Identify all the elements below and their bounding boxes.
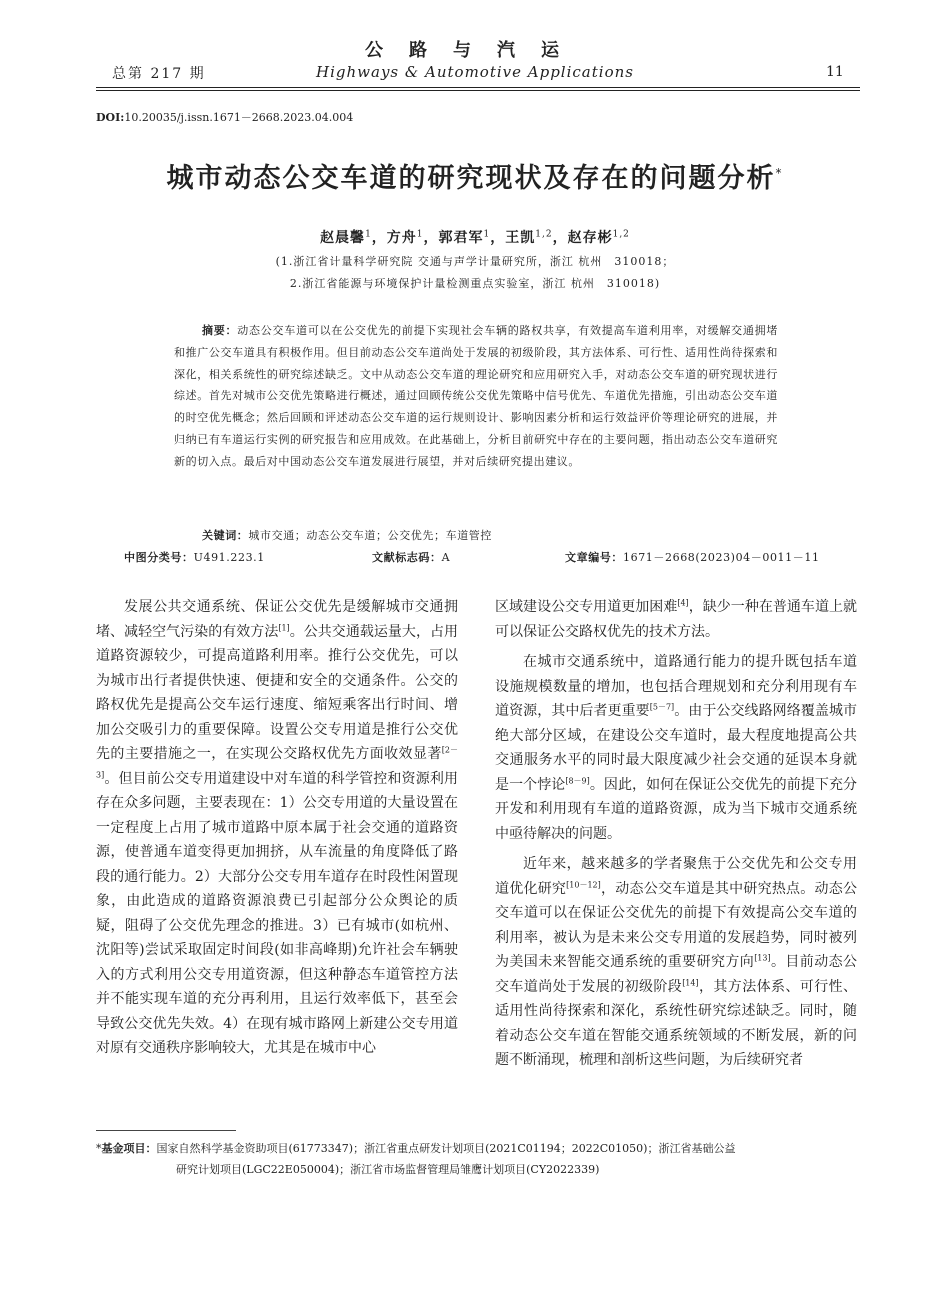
body-text: 。公共交通载运量大，占用道路资源较少，可提高道路利用率。推行公交优先，可以为城市出行者提供快速、便捷和安全的交通条件。公交的路权优先是提高公交车运行速度、缩短乘客出行时间、增加公交吸引力的重要保障。设置公交专用道是推行公交优先的主要措施之一，在实现公交路权优先方面收效显著 (96, 623, 459, 762)
body-text: 近年来，越来越多的学者聚焦于公交优先和公交专用道优化研究 (495, 856, 857, 897)
author-name: 赵存彬 (567, 230, 613, 246)
footnote-rule (96, 1130, 236, 1131)
funding-text: 国家自然科学基金资助项目(61773347)；浙江省重点研发计划项目(2021C01194；2022C01050)；浙江省基础公益 (156, 1142, 736, 1155)
document-code-value: A (441, 551, 451, 564)
author-list: 赵晨馨$^1$，方舟$^1$，郭君军$^1$，王凯$^{1,2}$，赵存彬$^{1,2}$ (320, 229, 630, 246)
abstract-text: 动态公交车道可以在公交优先的前提下实现社会车辆的路权共享，有效提高车道利用率，对缓解交通拥堵和推广公交车道具有积极作用。但目前动态公交车道尚处于发展的初级阶段，其方法体系、可行性、适用性尚待探索和深化，相关系统性的研究综述缺乏。文中从动态公交车道的理论研究和应用研究入手，对动态公交车道的研究现状进行综述。首先对城市公交优先策略进行概述，通过回顾传统公交优先策略中信号优先、车道优先措施，引出动态公交车道的时空优先概念；然后回顾和评述动态公交车道的运行规则设计、影响因素分析和运行效益评价等理论研究的进展，并归纳已有车道运行实例的研究报告和应用成效。在此基础上，分析目前研究中存在的主要问题，指出动态公交车道研究新的切入点。最后对中国动态公交车道发展进行展望，并对后续研究提出建议。 (174, 324, 778, 468)
journal-title-en: Highways & Automotive Applications (316, 63, 634, 81)
body-text: 。目前动态公交车道尚处于发展的初级阶段 (495, 954, 858, 995)
citation: [1] (278, 622, 290, 632)
citation: [8－9] (565, 775, 590, 785)
citation: [10－12] (566, 879, 601, 889)
body-text: 发展公共交通系统、保证公交优先是缓解城市交通拥堵、减轻空气污染的有效方法 (96, 599, 458, 640)
funding-text-continued: 研究计划项目(LGC22E050004)；浙江省市场监督管理局雏鹰计划项目(CY2022339) (176, 1163, 600, 1176)
funding-label: 基金项目： (101, 1142, 157, 1155)
body-paragraph (495, 650, 857, 846)
author-affiliation-mark: 1 (365, 229, 372, 240)
author-affiliation-mark: 1 (483, 229, 491, 240)
citation: [5－7] (649, 702, 675, 712)
body-paragraph (96, 595, 458, 1061)
keywords-label: 关键词： (202, 529, 249, 542)
clc-value: U491.223.1 (193, 551, 265, 564)
body-paragraph (495, 595, 857, 644)
author-name: 王凯 (505, 230, 536, 246)
author-name: 方舟 (386, 230, 417, 246)
journal-title-cn: 公路与汽运 (365, 40, 585, 61)
issue-number: 总第 217 期 (112, 66, 206, 82)
affiliation-1: (1.浙江省计量科学研究院 交通与声学计量研究所，浙江 杭州 310018； (275, 255, 675, 268)
citation: [2－3] (96, 745, 458, 779)
author-affiliation-mark: 1,2 (612, 229, 630, 240)
doi-label: DOI: (96, 111, 125, 124)
body-text: 在城市交通系统中，道路通行能力的提升既包括车道设施规模数量的增加，也包括合理规划和充分利用现有车道资源，其中后者更重要 (495, 654, 857, 719)
doi (96, 109, 353, 125)
body-paragraph (495, 852, 857, 1073)
footnote-mark: * (96, 1142, 102, 1155)
affiliation-2: 2.浙江省能源与环境保护计量检测重点实验室，浙江 杭州 310018) (289, 277, 661, 290)
body-text: 。但目前公交专用道建设中对车道的科学管控和资源利用存在众多问题，主要表现在：1）公交专用道的大量设置在一定程度上占用了城市道路中原本属于社会交通的道路资源，使普通车道变得更加拥挤，从车流量的角度降低了路段的通行能力。2）大部分公交专用车道存在时段性闲置现象，由此造成的道路资源浪费已引起部分公众舆论的质疑，阻碍了公交优先理念的推进。3）已有城市(如杭州、沈阳等)尝试采取固定时间段(如非高峰期)允许社会车辆驶入的方式利用公交专用道资源，但这种静态车道管控方法并不能实现车道的充分再利用，且运行效率低下，甚至会导致公交优先失效。4）在现有城市路网上新建公交专用道对原有交通秩序影响较大，尤其是在城市中心 (96, 770, 458, 1056)
article-number-value: 1671－2668(2023)04－0011－11 (623, 551, 820, 564)
citation: [13] (754, 953, 771, 963)
header-rule (96, 87, 860, 88)
citation: [4] (677, 598, 689, 608)
body-text: 。由于公交线路网络覆盖城市绝大部分区域，在建设公交车道时，最大程度地提高公共交通服务水平的同时最大限度减少社会交通的延误本身就是一个悖论 (495, 703, 858, 793)
keywords (202, 527, 492, 543)
author-affiliation-mark: 1,2 (535, 229, 553, 240)
body-text: 。因此，如何在保证公交优先的前提下充分开发和利用现有车道的道路资源，成为当下城市交通系统中亟待解决的问题。 (495, 776, 858, 842)
body-text: ，其方法体系、可行性、适用性尚待探索和深化，系统性研究综述缺乏。同时，随着动态公交车道在智能交通系统领域的不断发展，新的问题不断涌现，梳理和剖析这些问题，为后续研究者 (495, 978, 857, 1068)
author-affiliation-mark: 1 (416, 229, 424, 240)
author-name: 郭君军 (438, 230, 484, 246)
doi-value: 10.20035/j.issn.1671－2668.2023.04.004 (124, 111, 354, 124)
abstract-label: 摘要： (202, 324, 238, 337)
article-number-label: 文章编号： (565, 551, 623, 564)
author-name: 赵晨馨 (320, 230, 366, 246)
document-code-label: 文献标志码： (372, 551, 442, 564)
body-text: ，缺少一种在普通车道上就可以保证公交路权优先的技术方法。 (495, 599, 858, 640)
clc-number (124, 549, 265, 565)
paper-title-text: 城市动态公交车道的研究现状及存在的问题分析 (166, 163, 776, 194)
document-code (372, 549, 450, 565)
body-column-left (96, 595, 458, 1061)
citation: [14] (682, 977, 699, 987)
header-rule-thin (96, 90, 860, 91)
title-footnote-mark: * (775, 166, 784, 180)
abstract (174, 320, 778, 473)
keywords-text: 城市交通；动态公交车道；公交优先；车道管控 (248, 529, 493, 542)
body-column-right (495, 595, 857, 1073)
paper-title (0, 156, 950, 195)
page-number: 11 (826, 64, 844, 80)
body-text: ，动态公交车道是其中研究热点。动态公交车道可以在保证公交优先的前提下有效提高公交车道的利用率，被认为是未来公交专用道的发展趋势，同时被列为美国未来智能交通系统的重要研究方向 (495, 880, 857, 970)
funding-footnote (96, 1138, 860, 1180)
body-text: 区域建设公交专用道更加困难 (495, 599, 678, 615)
clc-label: 中图分类号： (124, 551, 194, 564)
article-number (565, 549, 820, 565)
